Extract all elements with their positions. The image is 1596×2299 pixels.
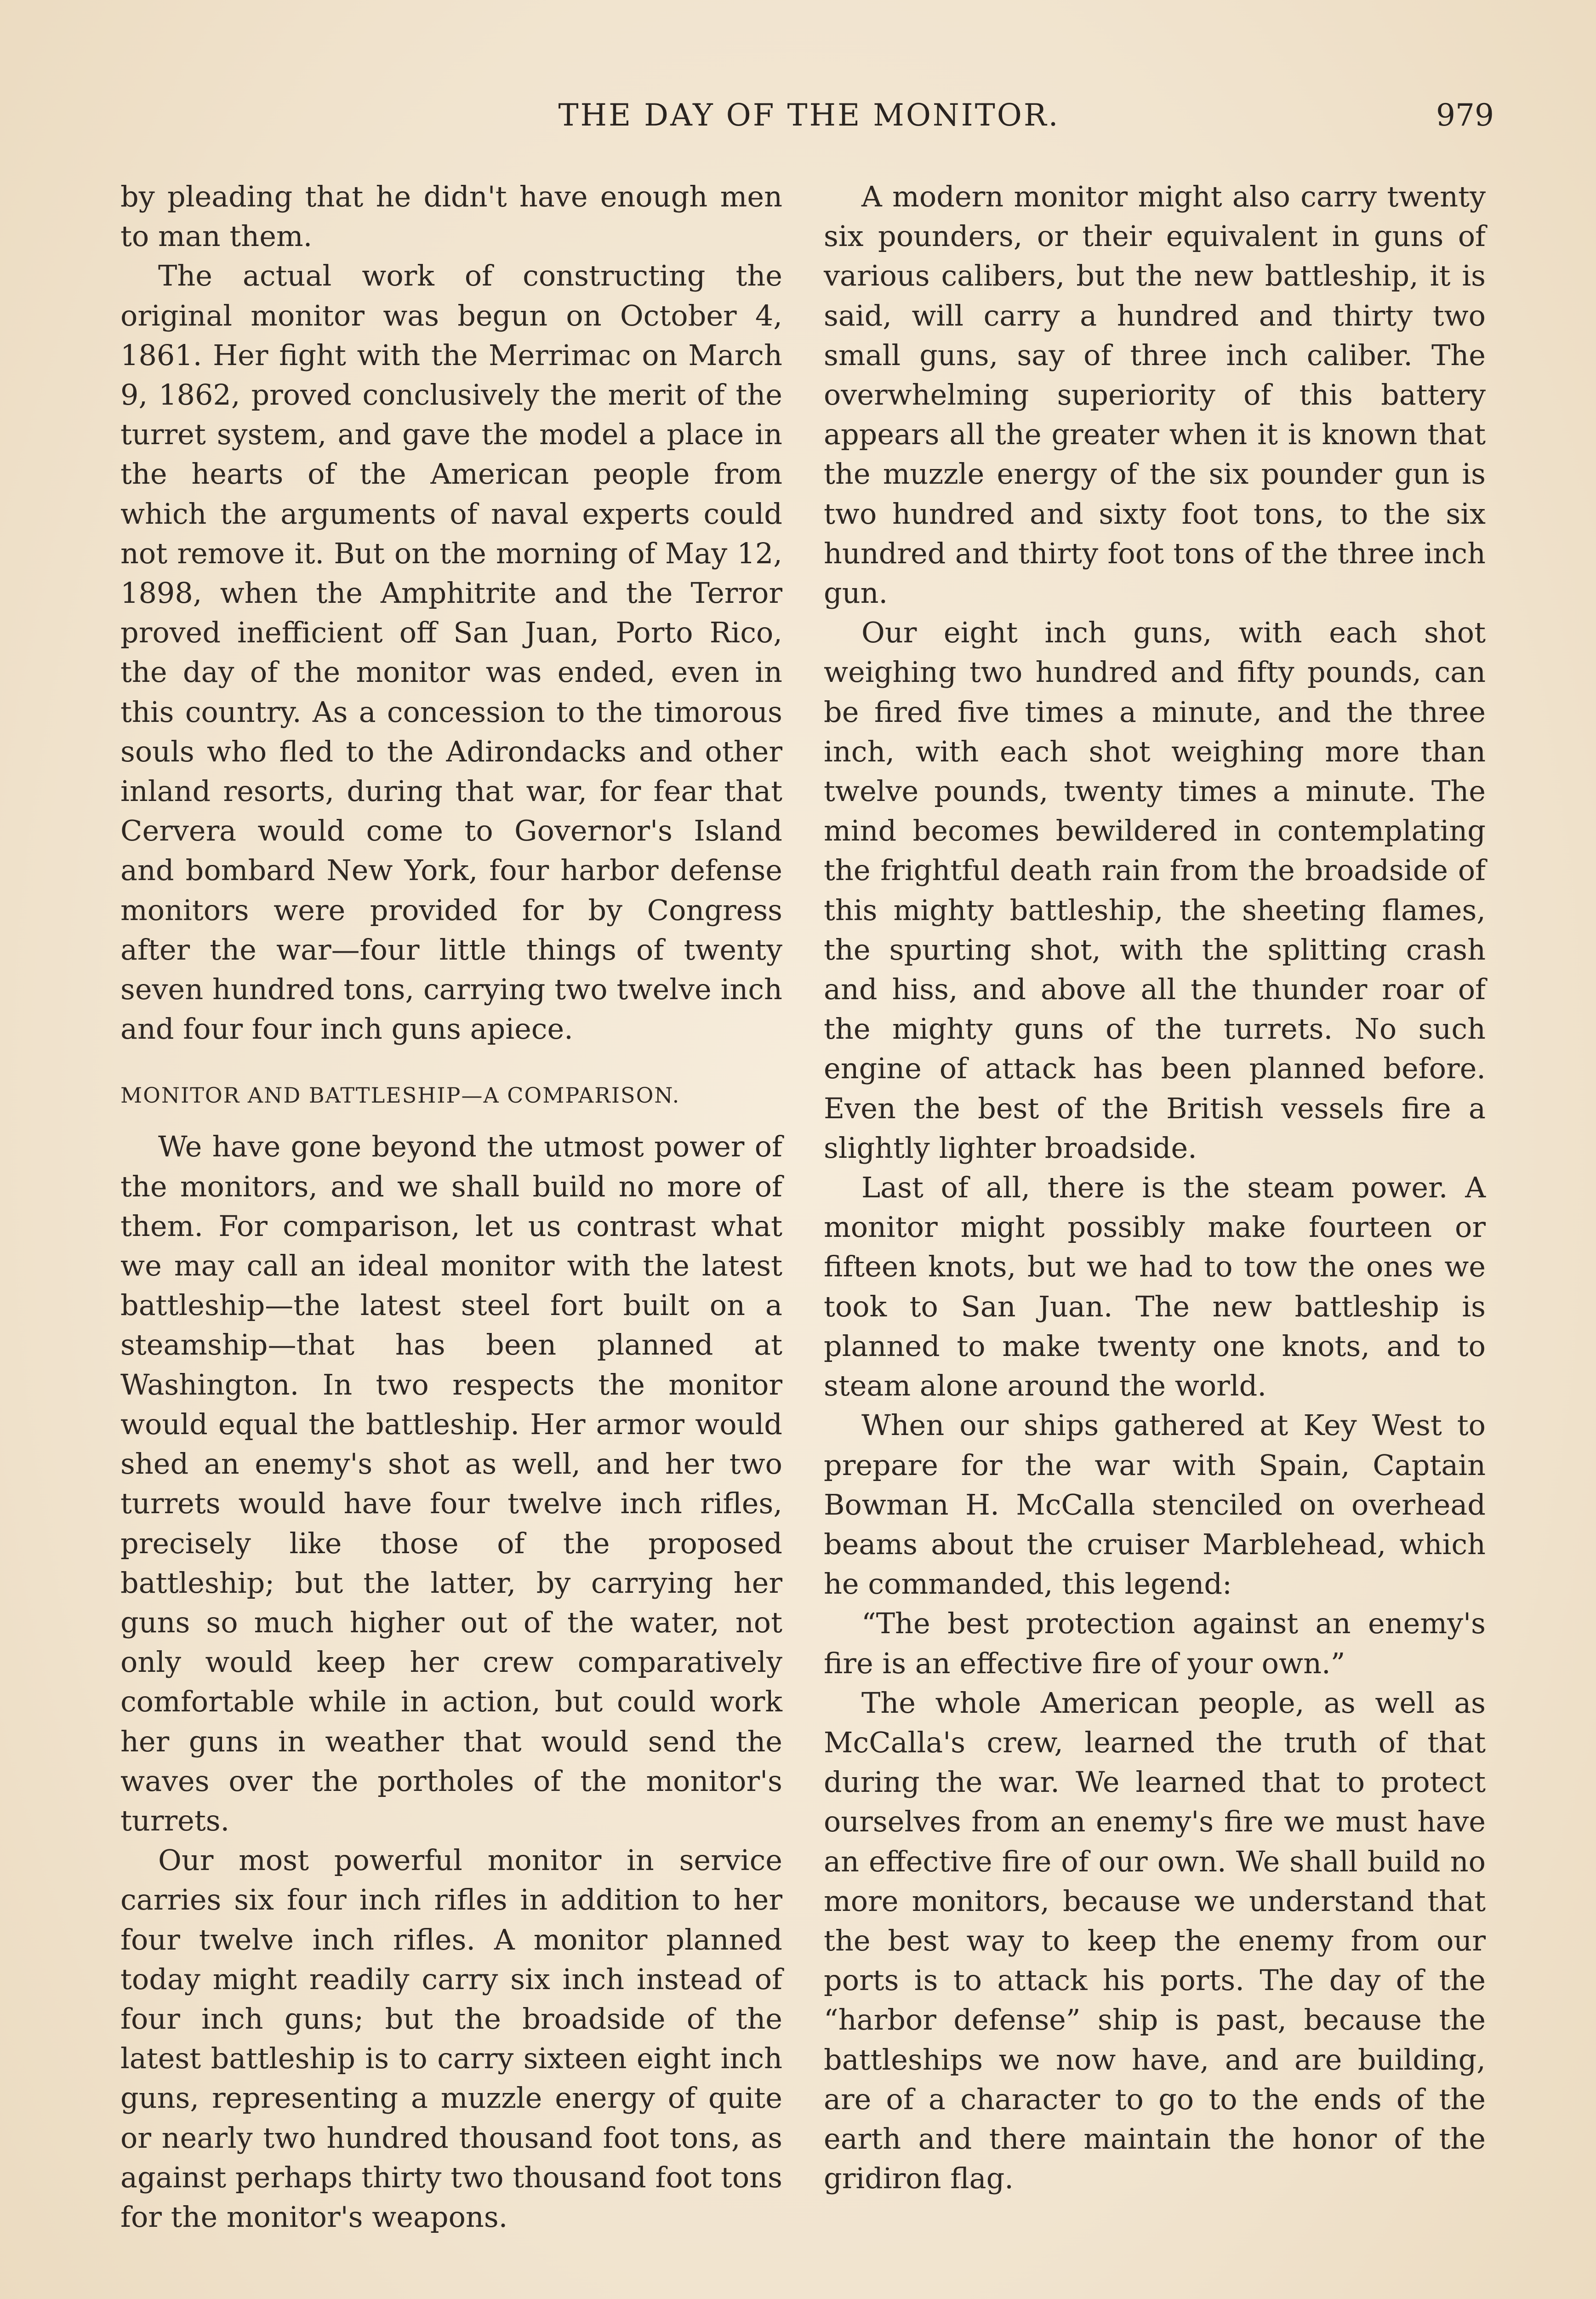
running-title: THE DAY OF THE MONITOR.	[558, 97, 1060, 133]
paragraph: Last of all, there is the steam power. A monitor might possibly make fourteen or fifteen knots, but we had to tow the ones we took to San Juan. The new battleship is planned to make twenty one knots, and to steam alone around the world.	[824, 1171, 1486, 1403]
paragraph: The whole American people, as well as McCalla's crew, learned the truth of that during the war. We learned that to protect ourselves from an enemy's fire we must have an effective fire of our own. We shall build no more monitors, because we understand that the best way to keep the enemy from our ports is to attack his ports. The day of the “harbor defense” ship is past, because the battleships we now have, and are building, are of a character to go to the ends of the earth and there maintain the honor of the gridiron flag.	[824, 1686, 1486, 2196]
paragraph: We have gone beyond the utmost power of the monitors, and we shall build no more of them. For comparison, let us contrast what we may call an ideal monitor with the latest battleship—the latest steel fort built on a steamship—that has been planned at Washington. In two respects the monitor would equal the battleship. Her armor would shed an enemy's shot as well, and her two turrets would have four twelve inch rifles, precisely like those of the proposed battleship; but the latter, by carrying her guns so much higher out of the water, not only would keep her crew comparatively comfortable while in action, but could work her guns in weather that would send the waves over the portholes of the monitor's turrets.	[120, 1130, 782, 1837]
right-column	[824, 177, 1486, 2198]
page-number: 979	[1436, 97, 1494, 133]
paragraph: Our eight inch guns, with each shot weighing two hundred and fifty pounds, can be fired five times a minute, and the three inch, with each shot weighing more than twelve pounds, twenty times a minute. The mind becomes bewildered in contemplating the frightful death rain from the broadside of this mighty battleship, the sheeting flames, the spurting shot, with the splitting crash and hiss, and above all the thunder roar of the mighty guns of the turrets. No such engine of attack has been planned before. Even the best of the British vessels fire a slightly lighter broadside.	[824, 616, 1486, 1165]
running-head	[120, 97, 1499, 143]
left-column	[120, 177, 782, 2237]
paragraph: by pleading that he didn't have enough men to man them.	[120, 180, 782, 253]
paragraph: The actual work of constructing the original monitor was begun on October 4, 1861. Her fight with the Merrimac on March 9, 1862, proved conclusively the merit of the turret system, and gave the model a place in the hearts of the American people from which the arguments of naval experts could not remove it. But on the morning of May 12, 1898, when the Amphitrite and the Terror proved inefficient off San Juan, Porto Rico, the day of the monitor was ended, even in this country. As a concession to the timorous souls who fled to the Adirondacks and other inland resorts, during that war, for fear that Cervera would come to Governor's Island and bombard New York, four harbor defense monitors were provided for by Congress after the war—four little things of twenty seven hundred tons, carrying two twelve inch and four four inch guns apiece.	[120, 259, 782, 1046]
quotation: “The best protection against an enemy's fire is an effective fire of your own.”	[824, 1607, 1486, 1680]
paragraph: A modern monitor might also carry twenty six pounders, or their equivalent in guns of various calibers, but the new battleship, it is said, will carry a hundred and thirty two small guns, say of three inch caliber. The overwhelming superiority of this battery appears all the greater when it is known that the muzzle energy of the six pounder gun is two hundred and sixty foot tons, to the six hundred and thirty foot tons of the three inch gun.	[824, 180, 1486, 610]
paragraph: When our ships gathered at Key West to prepare for the war with Spain, Captain Bowman H. McCalla stenciled on overhead beams about the cruiser Marblehead, which he commanded, this legend:	[824, 1408, 1486, 1601]
paragraph: Our most powerful monitor in service carries six four inch rifles in addition to her four twelve inch rifles. A monitor planned today might readily carry six inch instead of four inch guns; but the broadside of the latest battleship is to carry sixteen eight inch guns, representing a muzzle energy of quite or nearly two hundred thousand foot tons, as against perhaps thirty two thousand foot tons for the monitor's weapons.	[120, 1843, 782, 2234]
section-subheading: MONITOR AND BATTLESHIP—A COMPARISON.	[120, 1083, 680, 1108]
